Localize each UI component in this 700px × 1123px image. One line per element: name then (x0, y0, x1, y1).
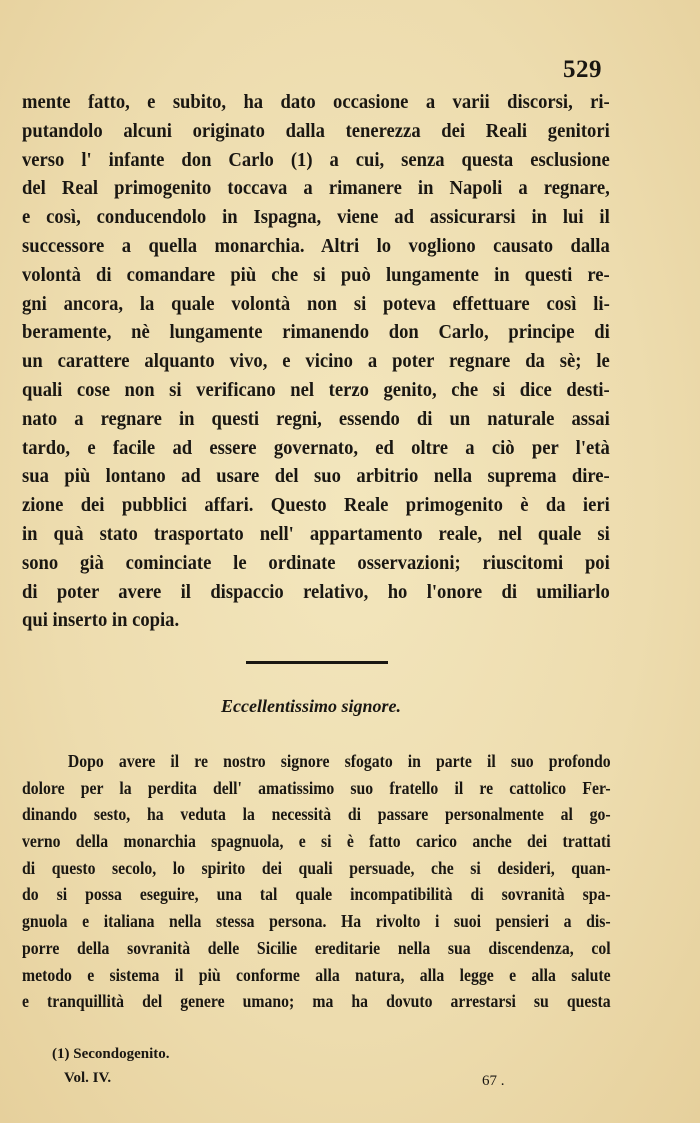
text-line: un carattere alquanto vivo, e vicino a poter regnare da sè; le (22, 350, 610, 373)
letter-line: dolore per la perdita dell' amatissimo suo fratello il re cattolico Fer- (22, 777, 611, 798)
text-line: sono già cominciate le ordinate osservazioni; riuscitomi poi (22, 551, 610, 574)
letter-line: gnuola e italiana nella stessa persona. Ha rivolto i suoi pensieri a dis- (22, 911, 611, 932)
text-line: sua più lontano ad usare del suo arbitrio nella suprema dire- (22, 465, 610, 488)
text-line: gni ancora, la quale volontà non si poteva effettuare così li- (22, 292, 610, 315)
letter-line: verno della monarchia spagnuola, e si è fatto carico anche dei trattati (22, 831, 611, 852)
letter-line: e tranquillità del genere umano; ma ha dovuto arrestarsi su questa (22, 991, 611, 1012)
footnote: (1) Secondogenito. (52, 1046, 170, 1062)
letter-line: metodo e sistema il più conforme alla natura, alla legge e alla salute (22, 964, 611, 985)
text-line: successore a quella monarchia. Altri lo vogliono causato dalla (22, 234, 610, 257)
signature-number: 67 . (482, 1073, 505, 1089)
text-line: zione dei pubblici affari. Questo Reale primogenito è da ieri (22, 494, 610, 517)
text-line: mente fatto, e subito, ha dato occasione a varii discorsi, ri- (22, 91, 610, 113)
letter-line: di questo secolo, lo spirito dei quali persuade, che si desideri, quan- (22, 857, 611, 878)
letter-line: dinando sesto, ha veduta la necessità di passare personalmente al go- (22, 804, 611, 825)
volume-signature: Vol. IV. (64, 1070, 112, 1086)
text-line: del Real primogenito toccava a rimanere in Napoli a regnare, (22, 177, 610, 200)
page-number: 529 (563, 56, 602, 83)
letter-line: Dopo avere il re nostro signore sfogato in parte il suo profondo (67, 751, 611, 771)
letter-line: do si possa eseguire, una tal quale incompatibilità di sovranità spa- (22, 884, 611, 905)
text-line: beramente, nè lungamente rimanendo don Carlo, principe di (22, 321, 610, 344)
text-line: verso l' infante don Carlo (1) a cui, senza questa esclusione (22, 148, 610, 171)
text-line: putandolo alcuni originato dalla tenerezza dei Reali genitori (22, 119, 610, 142)
text-line: di poter avere il dispaccio relativo, ho l'onore di umiliarlo (22, 580, 610, 603)
text-line: volontà di comandare più che si può lungamente in questi re- (22, 263, 610, 286)
letter-line: porre della sovranità delle Sicilie ereditarie nella sua discendenza, col (22, 937, 611, 958)
letter-heading: Eccellentissimo signore. (221, 696, 401, 716)
main-paragraph (22, 88, 610, 635)
letter-paragraph (22, 748, 610, 1015)
text-line: e così, conducendolo in Ispagna, viene ad assicurarsi in lui il (22, 206, 610, 229)
text-line: nato a regnare in questi regni, essendo di un naturale assai (22, 407, 610, 430)
text-line: qui inserto in copia. (22, 609, 180, 632)
section-divider (246, 661, 388, 664)
text-line: in quà stato trasportato nell' appartamento reale, nel quale si (22, 522, 610, 545)
text-line: quali cose non si verificano nel terzo genito, che si dice desti- (22, 378, 610, 401)
text-line: tardo, e facile ad essere governato, ed oltre a ciò per l'età (22, 436, 610, 459)
